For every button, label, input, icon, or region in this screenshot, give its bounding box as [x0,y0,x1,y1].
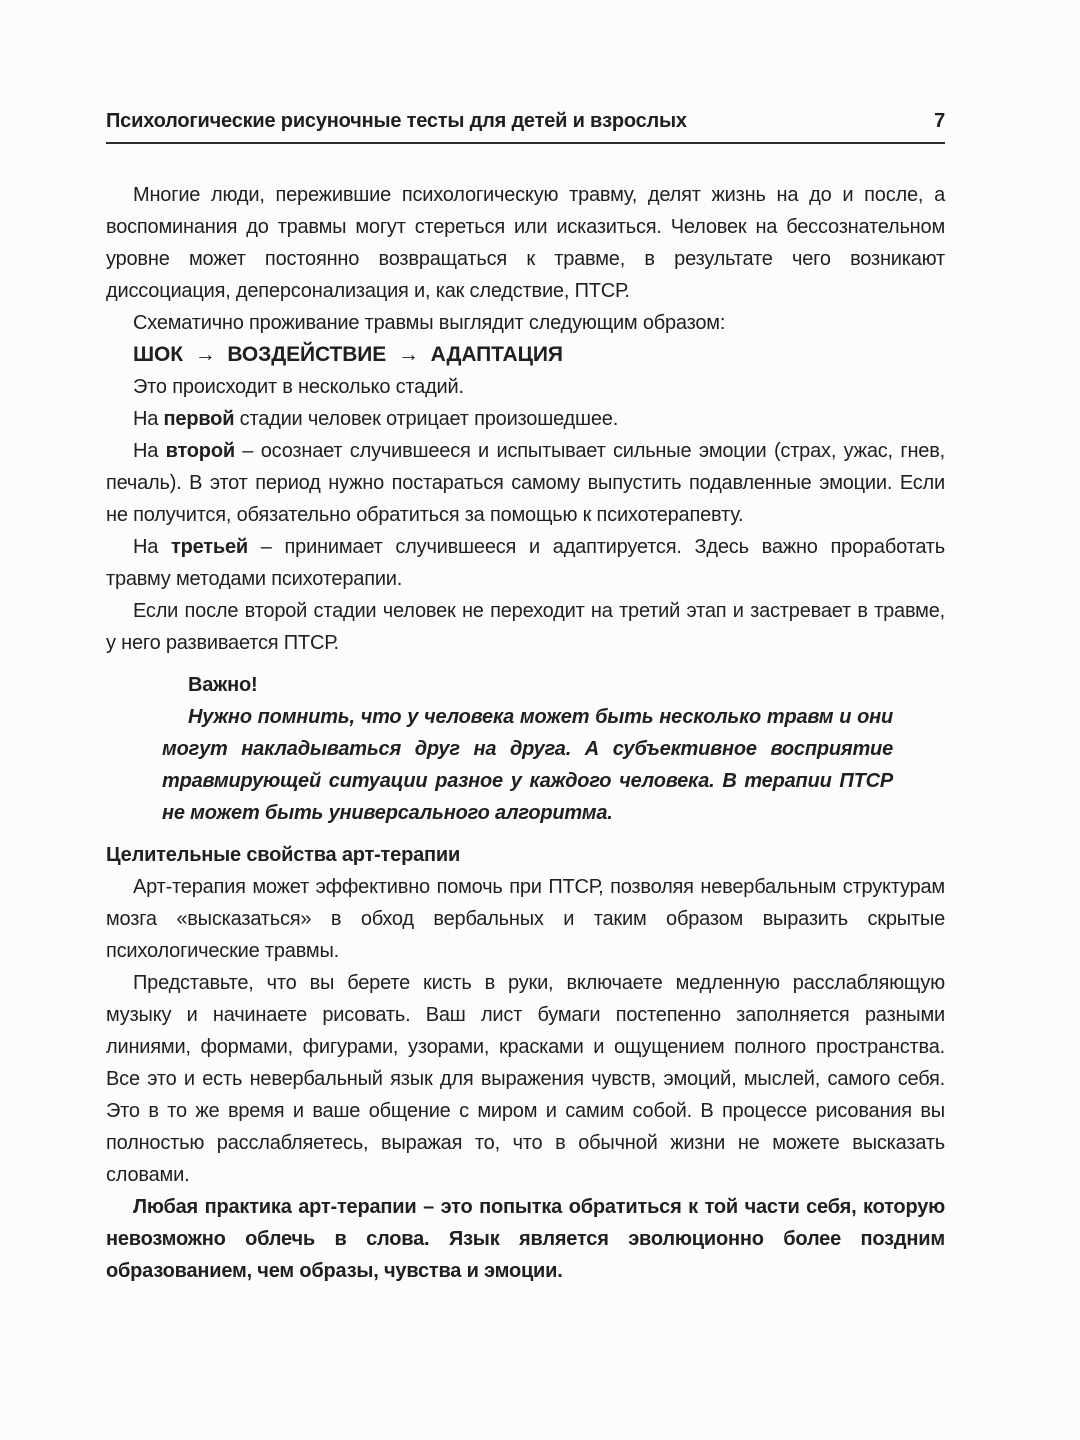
page-header [106,110,945,144]
paragraph-stage-third [106,531,945,595]
stage-second-rest: – осознает случившееся и испытывает сильные эмоции (страх, ужас, гнев, печаль). В этот период нужно постараться самому выпустить подавленные эмоции. Если не получится, обязательно обратиться за помощью к психотерапевту. [106,440,945,526]
stage-third-prefix: На [133,536,171,558]
paragraph-stages-intro: Это происходит в несколько стадий. [133,376,464,398]
page-content [106,179,945,1287]
page-number: 7 [934,110,945,132]
scheme-term-adaptation: АДАПТАЦИЯ [430,343,563,366]
paragraph-drawing-experience: Представьте, что вы берете кисть в руки, включаете медленную расслабляющую музыку и начинаете рисовать. Ваш лист бумаги постепенно заполняется разными линиями, формами, фигурами, узорами, красками и ощущением полного пространства. Все это и есть невербальный язык для выражения чувств, эмоций, мыслей, самого себя. Это в то же время и ваше общение с миром и самим собой. В процессе рисования вы полностью расслабляетесь, выражая то, что в обычной жизни не можете высказать словами. [106,972,945,1186]
paragraph-art-therapy-practice: Любая практика арт-терапии – это попытка обратиться к той части себя, которую невозможно облечь в слова. Язык является эволюционно более поздним образованием, чем образы, чувства и эмоции. [106,1196,945,1282]
trauma-stages-scheme [106,339,945,371]
section-subheading-art-therapy: Целительные свойства арт-терапии [106,844,461,866]
scheme-term-impact: ВОЗДЕЙСТВИЕ [227,343,387,366]
paragraph-scheme-intro: Схематично проживание травмы выглядит следующим образом: [133,312,726,334]
stage-third-rest: – принимает случившееся и адаптируется. Здесь важно проработать травму методами психотерапии. [106,536,945,590]
stage-first-rest: стадии человек отрицает произошедшее. [234,408,619,430]
stage-second-keyword: второй [165,440,235,462]
paragraph-art-therapy-help: Арт-терапия может эффективно помочь при ПТСР, позволяя невербальным структурам мозга «высказаться» в обход вербальных и таким образом выразить скрытые психологические травмы. [106,876,945,962]
stage-first-keyword: первой [163,408,235,430]
paragraph-stage-second [106,435,945,531]
stage-first-prefix: На [133,408,164,430]
scheme-term-shock: ШОК [133,343,183,366]
important-note-text: Нужно помнить, что у человека может быть несколько травм и они могут накладываться друг на друга. А субъективное восприятие травмирующей ситуации разное у каждого человека. В терапии ПТСР не может быть универсального алгоритма. [162,706,893,824]
paragraph-trauma-intro: Многие люди, пережившие психологическую травму, делят жизнь на до и после, а воспоминания до травмы могут стереться или исказиться. Человек на бессознательном уровне может постоянно возвращаться к травме, в результате чего возникают диссоциация, деперсонализация и, как следствие, ПТСР. [106,184,945,302]
stage-third-keyword: третьей [170,536,248,558]
header-rule [106,142,945,144]
important-note-block [162,669,893,829]
paragraph-stages-conclusion: Если после второй стадии человек не переходит на третий этап и застревает в травме, у него развивается ПТСР. [106,600,945,654]
header-row [106,110,945,133]
running-title: Психологические рисуночные тесты для детей и взрослых [106,110,687,132]
arrow-right-icon: → [397,343,419,366]
arrow-right-icon: → [194,343,216,366]
stage-second-prefix: На [133,440,166,462]
important-note-label: Важно! [188,674,258,696]
paragraph-stage-first [106,403,945,435]
